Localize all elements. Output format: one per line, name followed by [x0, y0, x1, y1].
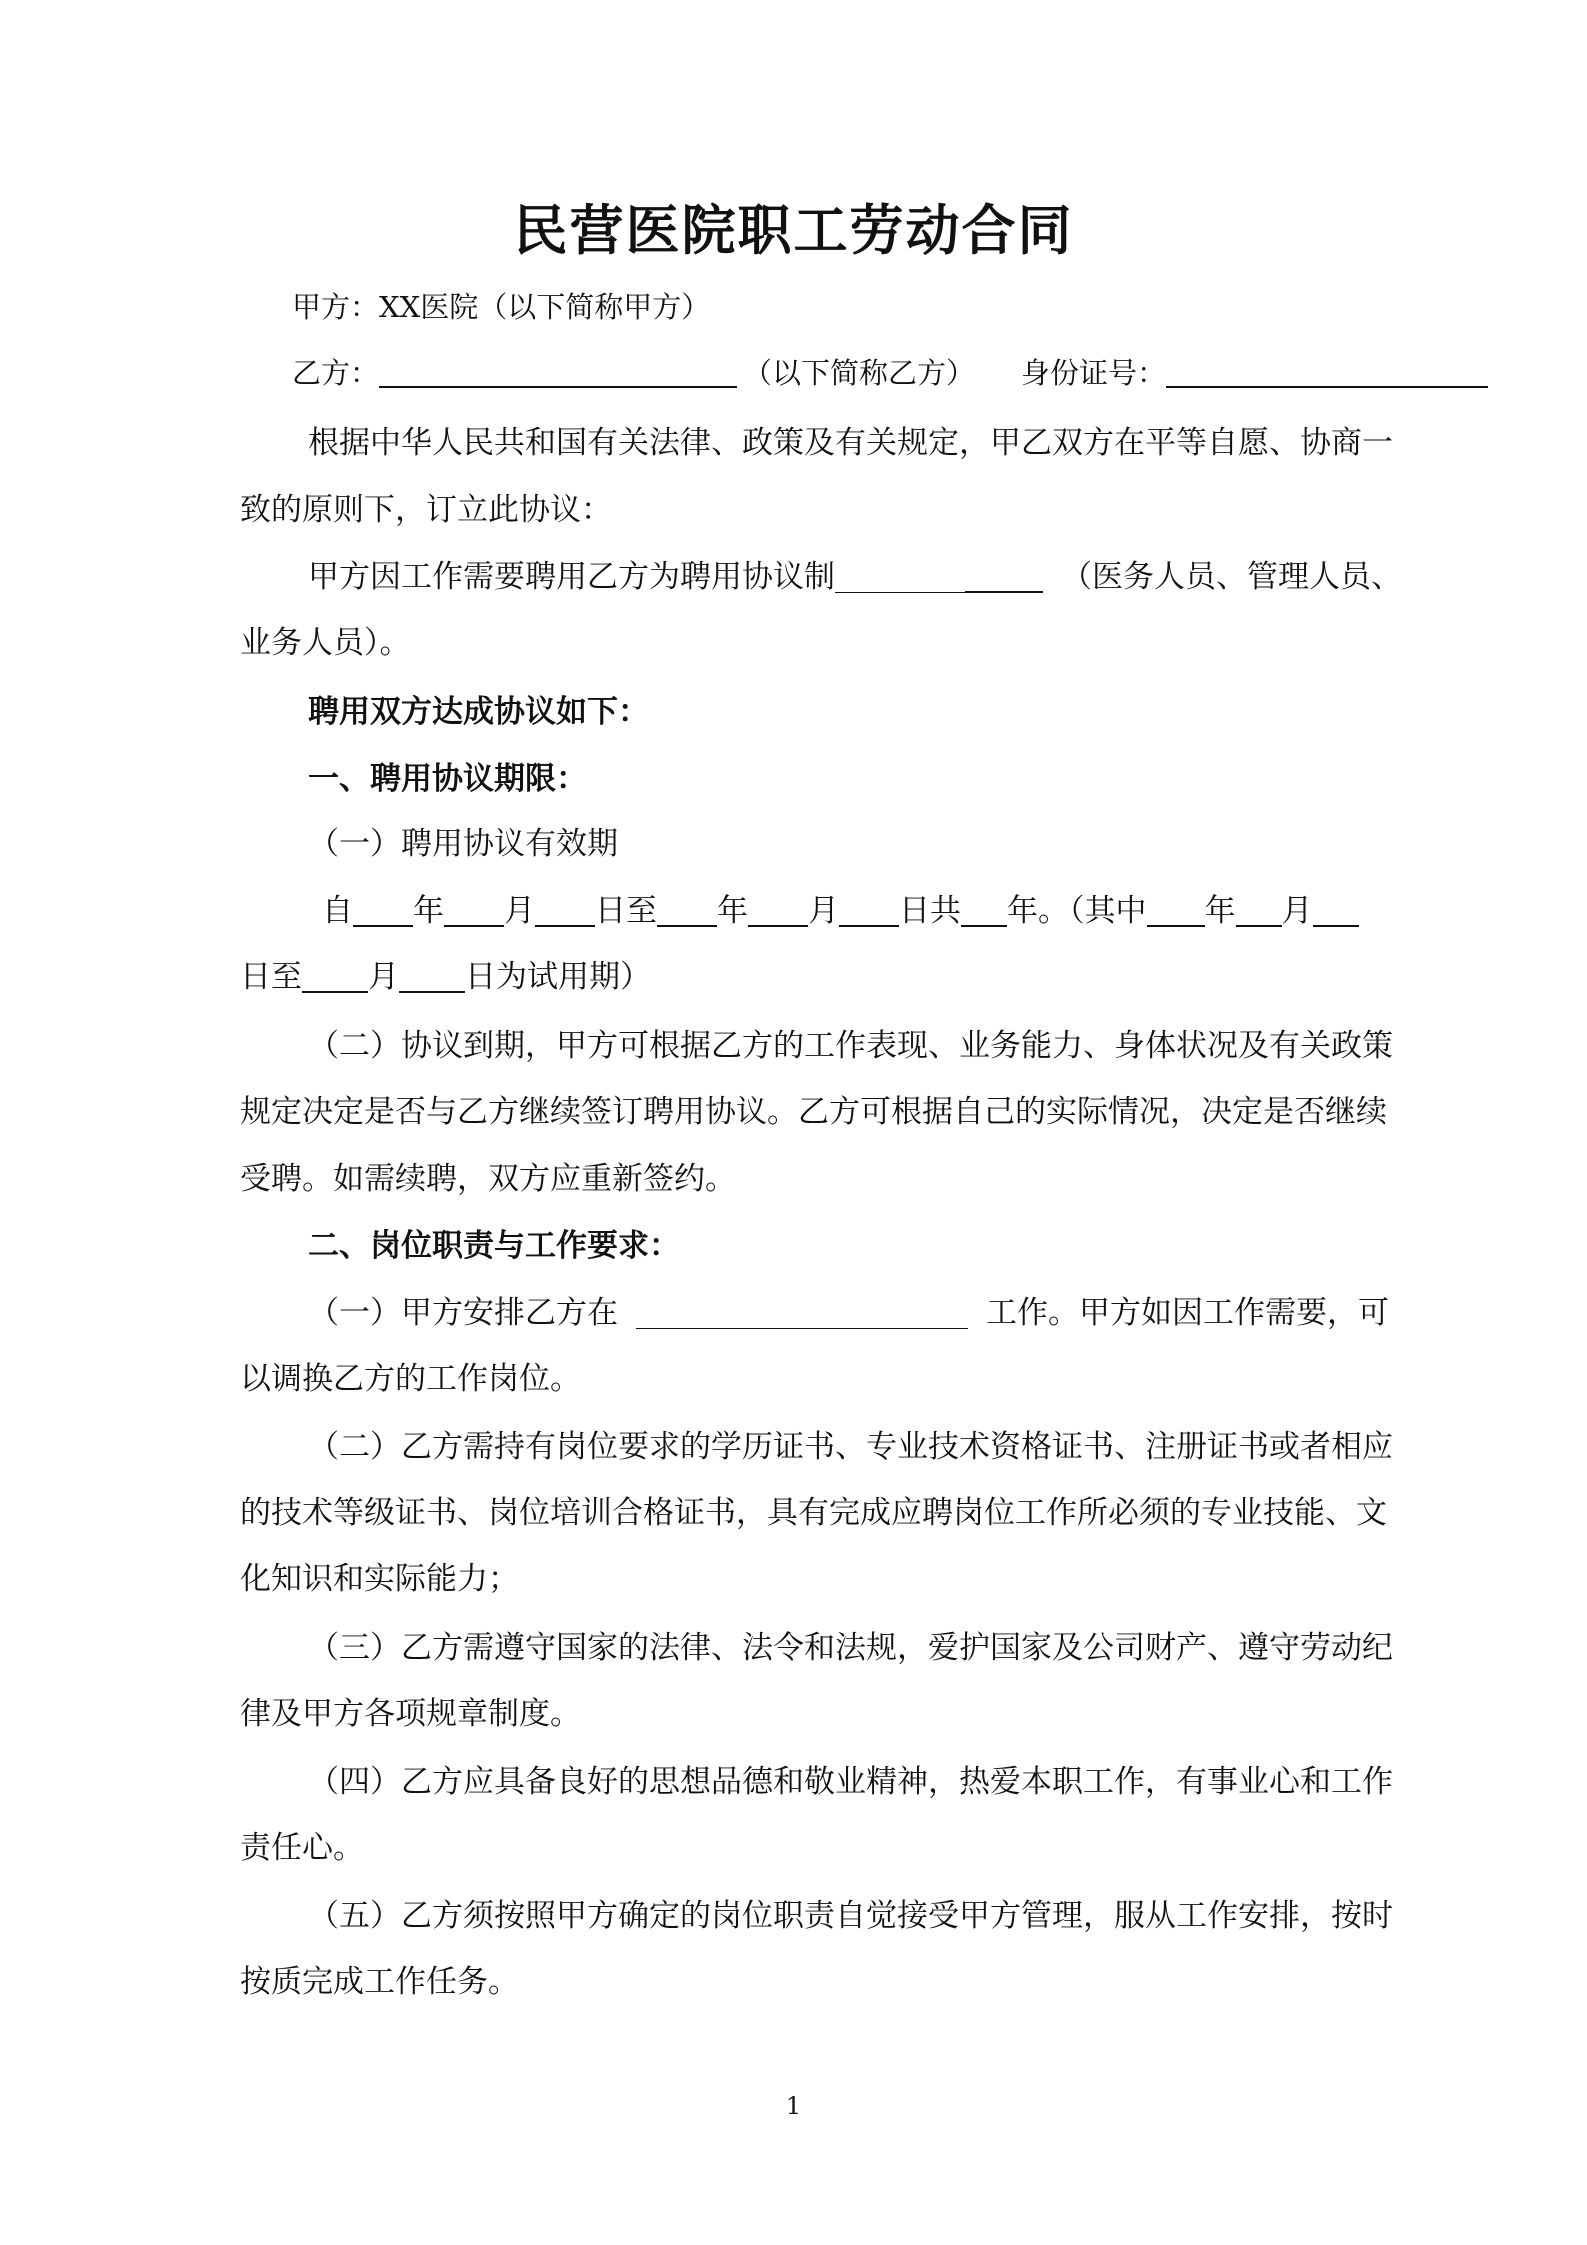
section-2-item-2-line-2: 的技术等级证书、岗位培训合格证书，具有完成应聘岗位工作所必须的专业技能、文	[240, 1495, 1387, 1531]
position-text-post: 工作。甲方如因工作需要，可	[986, 1295, 1389, 1331]
section-1-item-2-line-3: 受聘。如需续聘，双方应重新签约。	[240, 1161, 736, 1197]
section-1-item-2-line-1: （二）协议到期，甲方可根据乙方的工作表现、业务能力、身体状况及有关政策	[308, 1028, 1393, 1064]
term-word: 月	[504, 893, 535, 929]
party-b-name-blank[interactable]	[379, 357, 737, 388]
term-word: 月	[808, 893, 839, 929]
term-word: 年	[1204, 893, 1236, 929]
page-number: 1	[785, 2092, 802, 2120]
term-word: 年	[717, 893, 748, 929]
section-2-item-4-line-1: （四）乙方应具备良好的思想品德和敬业精神，热爱本职工作，有事业心和工作	[308, 1764, 1393, 1800]
start-year-blank[interactable]	[353, 894, 413, 927]
total-years-blank[interactable]	[961, 894, 1007, 927]
term-word: 自	[322, 893, 353, 929]
section-1-item-1: （一）聘用协议有效期	[308, 826, 618, 862]
probation-start-day-blank[interactable]	[1313, 894, 1359, 927]
term-word: 年。（其中	[1007, 893, 1147, 929]
hire-text-post: （医务人员、管理人员、	[1061, 559, 1402, 595]
probation-month-blank[interactable]	[1236, 894, 1282, 927]
hire-text-pre: 甲方因工作需要聘用乙方为聘用协议制	[308, 559, 835, 595]
term-word: 日至	[240, 959, 302, 995]
section-2-item-3-line-1: （三）乙方需遵守国家的法律、法令和法规，爱护国家及公司财产、遵守劳动纪	[308, 1630, 1393, 1666]
hire-type-blank-extra[interactable]	[965, 560, 1043, 593]
term-word: 日至	[595, 893, 657, 929]
position-text-pre: （一）甲方安排乙方在	[308, 1295, 618, 1331]
probation-end-month-blank[interactable]	[302, 960, 368, 993]
hire-line-1	[308, 551, 1402, 596]
section-1-item-2-line-2: 规定决定是否与乙方继续签订聘用协议。乙方可根据自己的实际情况，决定是否继续	[240, 1094, 1387, 1130]
party-a-line: 甲方：XX医院（以下简称甲方）	[292, 290, 711, 324]
section-1-heading: 一、聘用协议期限：	[308, 761, 587, 797]
hire-type-blank[interactable]	[835, 561, 965, 593]
position-blank[interactable]	[636, 1297, 968, 1329]
section-2-item-3-line-2: 律及甲方各项规章制度。	[240, 1696, 581, 1732]
id-number-blank[interactable]	[1166, 357, 1488, 388]
term-line-2	[240, 951, 651, 996]
start-month-blank[interactable]	[444, 894, 504, 927]
end-day-blank[interactable]	[839, 894, 899, 927]
probation-year-blank[interactable]	[1147, 894, 1205, 927]
section-2-item-5-line-1: （五）乙方须按照甲方确定的岗位职责自觉接受甲方管理，服从工作安排，按时	[308, 1898, 1393, 1934]
section-2-item-4-line-2: 责任心。	[240, 1830, 364, 1866]
hire-line-2: 业务人员）。	[240, 625, 411, 661]
term-word: 月	[368, 959, 399, 995]
term-word: 日为试用期）	[465, 959, 651, 995]
intro-line-2: 致的原则下，订立此协议：	[240, 492, 612, 528]
term-word: 年	[413, 893, 444, 929]
probation-end-day-blank[interactable]	[399, 960, 465, 993]
document-title: 民营医院职工劳动合同	[513, 198, 1074, 262]
term-word: 月	[1281, 893, 1313, 929]
section-2-item-1-line-2: 以调换乙方的工作岗位。	[240, 1361, 581, 1397]
end-month-blank[interactable]	[748, 894, 808, 927]
party-b-label: 乙方：	[292, 356, 380, 390]
section-2-heading: 二、岗位职责与工作要求：	[308, 1228, 680, 1264]
id-number-label: 身份证号：	[1021, 356, 1167, 390]
intro-line-1: 根据中华人民共和国有关法律、政策及有关规定，甲乙双方在平等自愿、协商一	[308, 425, 1393, 461]
start-day-blank[interactable]	[535, 894, 595, 927]
agreement-heading: 聘用双方达成协议如下：	[308, 694, 649, 730]
end-year-blank[interactable]	[657, 894, 717, 927]
term-word: 日共	[899, 893, 961, 929]
section-2-item-1-line-1	[308, 1287, 1389, 1332]
section-2-item-2-line-1: （二）乙方需持有岗位要求的学历证书、专业技术资格证书、注册证书或者相应	[308, 1429, 1393, 1465]
section-2-item-5-line-2: 按质完成工作任务。	[240, 1964, 519, 2000]
party-b-note: （以下简称乙方）	[743, 356, 976, 390]
party-b-line	[292, 351, 1488, 392]
term-line-1	[322, 885, 1359, 930]
section-2-item-2-line-3: 化知识和实际能力；	[240, 1561, 519, 1597]
